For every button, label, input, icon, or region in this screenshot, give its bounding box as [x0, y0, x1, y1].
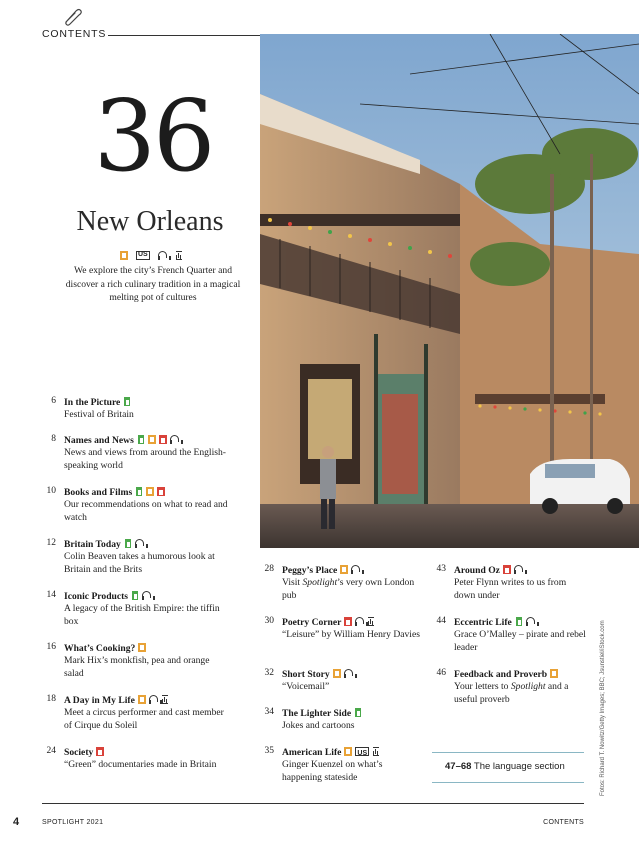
entry-title: Society — [64, 747, 94, 758]
entry-page: 24 — [46, 746, 56, 756]
advanced-level-icon — [157, 487, 165, 496]
entry-description: “Green” documentaries made in Britain — [64, 759, 217, 770]
entry-description: Peter Flynn writes to us from down under — [454, 577, 567, 601]
easy-level-icon — [131, 591, 139, 600]
entry-page: 18 — [46, 694, 56, 704]
paperclip-icon — [62, 6, 84, 28]
entry-title: Eccentric Life — [454, 617, 512, 628]
entry-title: In the Picture — [64, 397, 121, 408]
audio-icon — [170, 435, 179, 444]
entry-title: Short Story — [282, 669, 330, 680]
feature-badges — [60, 244, 240, 263]
entry-page: 35 — [264, 746, 274, 756]
audio-icon — [158, 251, 167, 260]
medium-level-icon — [138, 643, 146, 652]
header-divider — [108, 35, 260, 36]
entry-page: 30 — [264, 616, 274, 626]
entry-description: “Leisure” by William Henry Davies — [282, 629, 420, 640]
feature-title[interactable]: New Orleans — [76, 206, 224, 237]
entry-description: Jokes and cartoons — [282, 720, 355, 731]
entry-description: Our recommendations on what to read and watch — [64, 499, 228, 523]
easy-level-icon — [123, 397, 131, 406]
entry-title: Around Oz — [454, 565, 500, 576]
audio-icon — [355, 617, 364, 626]
advanced-level-icon — [344, 617, 352, 626]
medium-level-icon — [146, 487, 154, 496]
entry-title: Iconic Products — [64, 591, 129, 602]
entry-page: 32 — [264, 668, 274, 678]
entry-description: Visit Spotlight’s very own London pub — [282, 577, 415, 601]
entry-description: Mark Hix’s monkfish, pea and orange salad — [64, 655, 210, 679]
entry-description: Festival of Britain — [64, 409, 134, 420]
entry-page: 34 — [264, 707, 274, 717]
audio-icon — [142, 591, 151, 600]
photo-credit: Fotos: Richard T. Nowitz/Getty Images; BBC; Jsunstiel/iStock.com — [600, 620, 606, 796]
plus-icon — [161, 695, 169, 704]
entry-description: Your letters to Spotlight and a useful proverb — [454, 681, 569, 705]
entry-description: “Voicemail” — [282, 681, 330, 692]
entry-page: 12 — [46, 538, 56, 548]
audio-icon — [351, 565, 360, 574]
entry-page: 16 — [46, 642, 56, 652]
section-label: CONTENTS — [42, 28, 107, 40]
easy-level-icon — [135, 487, 143, 496]
audio-icon — [149, 695, 158, 704]
plus-icon — [175, 251, 183, 260]
language-section-link[interactable] — [445, 761, 565, 772]
entry-title: Names and News — [64, 435, 134, 446]
entry-page: 10 — [46, 486, 56, 496]
us-icon — [136, 251, 150, 260]
medium-level-icon — [550, 669, 558, 678]
entry-page: 44 — [436, 616, 446, 626]
medium-level-icon — [138, 695, 146, 704]
entry-title: Britain Today — [64, 539, 121, 550]
audio-icon — [344, 669, 353, 678]
entry-page: 46 — [436, 668, 446, 678]
easy-level-icon — [354, 708, 362, 717]
feature-page-number[interactable]: 36 — [93, 80, 213, 194]
entry-title: The Lighter Side — [282, 708, 352, 719]
advanced-level-icon — [503, 565, 511, 574]
footer-divider — [42, 803, 584, 804]
advanced-level-icon — [159, 435, 167, 444]
easy-level-icon — [124, 539, 132, 548]
new-orleans-street-image — [260, 34, 639, 548]
medium-level-icon — [120, 251, 128, 260]
entry-description: A legacy of the British Empire: the tiffin box — [64, 603, 220, 627]
feature-description: We explore the city’s French Quarter and discover a rich culinary tradition in a magical melting pot of cultures — [65, 265, 241, 303]
plus-icon — [372, 747, 380, 756]
easy-level-icon — [515, 617, 523, 626]
entry-page: 6 — [51, 396, 56, 406]
entry-page: 14 — [46, 590, 56, 600]
entry-page: 8 — [51, 434, 56, 444]
entry-title: Books and Films — [64, 487, 133, 498]
language-section-pages: 47–68 — [445, 761, 472, 772]
entry-title: Feedback and Proverb — [454, 669, 548, 680]
easy-level-icon — [137, 435, 145, 444]
entry-page: 28 — [264, 564, 274, 574]
audio-icon — [135, 539, 144, 548]
entry-title: American Life — [282, 747, 342, 758]
audio-icon — [514, 565, 523, 574]
language-section-rule-bottom — [432, 782, 584, 783]
us-icon — [355, 747, 369, 756]
entry-description: Ginger Kuenzel on what’s happening stateside — [282, 759, 383, 783]
entry-title: Peggy’s Place — [282, 565, 338, 576]
entry-page: 43 — [436, 564, 446, 574]
footer-section: CONTENTS — [543, 819, 584, 826]
audio-icon — [526, 617, 535, 626]
entry-description: Colin Beaven takes a humorous look at Britain and the Brits — [64, 551, 215, 575]
medium-level-icon — [344, 747, 352, 756]
advanced-level-icon — [96, 747, 104, 756]
medium-level-icon — [340, 565, 348, 574]
entry-description: News and views from around the English-speaking world — [64, 447, 226, 471]
medium-level-icon — [148, 435, 156, 444]
plus-icon — [367, 617, 375, 626]
entry-description: Meet a circus performer and cast member of Cirque du Soleil — [64, 707, 224, 731]
medium-level-icon — [333, 669, 341, 678]
entry-description: Grace O’Malley – pirate and rebel leader — [454, 629, 586, 653]
entry-title: What’s Cooking? — [64, 643, 136, 654]
language-section-label: The language section — [473, 761, 565, 772]
entry-title: A Day in My Life — [64, 695, 135, 706]
footer-publication: SPOTLIGHT 2021 — [42, 819, 104, 826]
language-section-rule-top — [432, 752, 584, 753]
entry-title: Poetry Corner — [282, 617, 342, 628]
page-number: 4 — [13, 816, 20, 828]
feature-photo[interactable] — [260, 34, 639, 548]
